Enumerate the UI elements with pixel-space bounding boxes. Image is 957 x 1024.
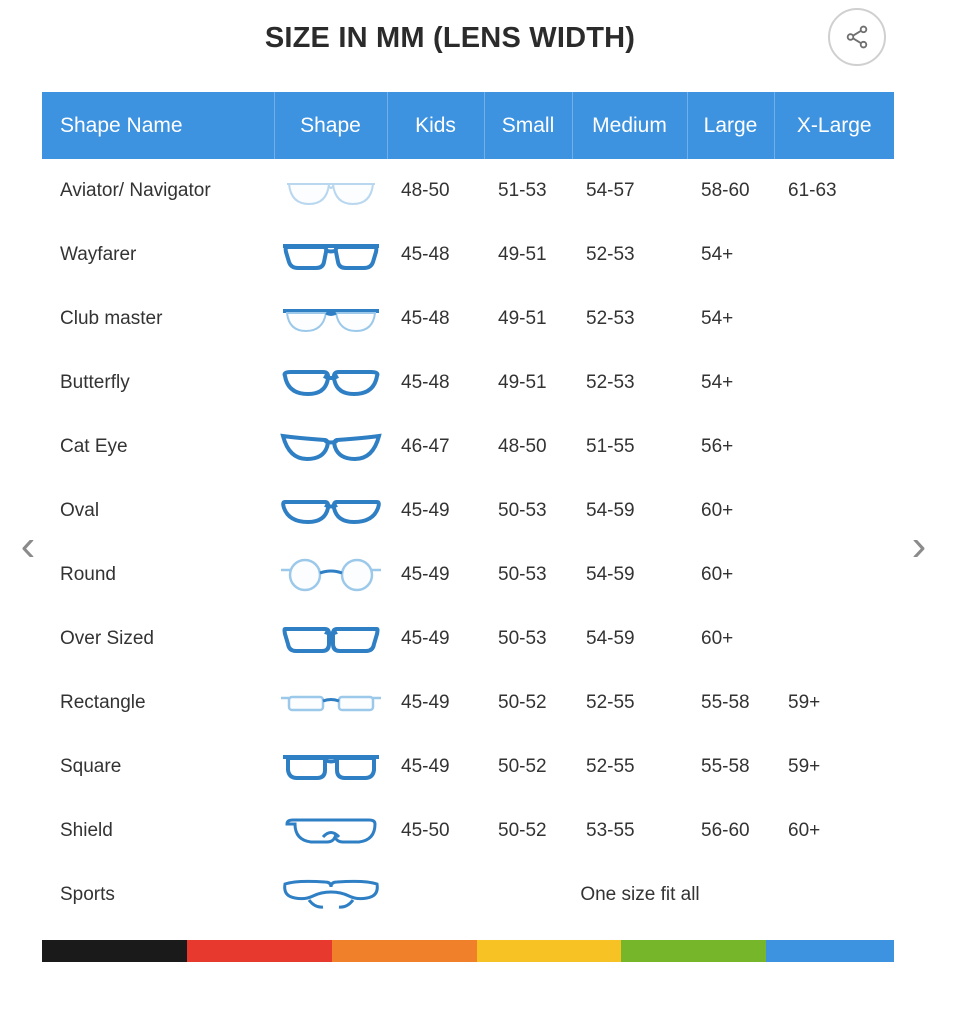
color-swatch-blue [766,940,894,962]
value-medium: 54-59 [572,607,687,671]
clubmaster-glasses-icon [274,287,387,351]
size-chart-table [42,92,894,927]
value-large: 58-60 [687,159,774,223]
table-row [42,735,894,799]
square-glasses-icon [274,735,387,799]
table-row [42,543,894,607]
value-large: 55-58 [687,735,774,799]
color-swatch-black [42,940,187,962]
value-large: 60+ [687,607,774,671]
value-large: 54+ [687,351,774,415]
row-label: Sports [42,863,274,927]
value-xlarge: 59+ [774,735,894,799]
value-kids: 48-50 [387,159,484,223]
value-xlarge [774,607,894,671]
value-large: 56-60 [687,799,774,863]
value-small: 50-52 [484,799,572,863]
row-label: Club master [42,287,274,351]
color-swatch-green [621,940,766,962]
table-row [42,159,894,223]
color-swatch-yellow [477,940,622,962]
value-small: 50-52 [484,735,572,799]
value-medium: 52-53 [572,223,687,287]
value-large: 54+ [687,223,774,287]
value-medium: 53-55 [572,799,687,863]
column-header-small: Small [484,92,572,159]
table-row [42,671,894,735]
value-kids: 45-49 [387,543,484,607]
table-row [42,415,894,479]
value-xlarge: 61-63 [774,159,894,223]
value-medium: 52-55 [572,735,687,799]
row-label: Wayfarer [42,223,274,287]
value-small: 49-51 [484,351,572,415]
table-row [42,351,894,415]
aviator-glasses-icon [274,159,387,223]
value-medium: 52-53 [572,351,687,415]
row-label: Shield [42,799,274,863]
row-label: Over Sized [42,607,274,671]
value-small: 50-52 [484,671,572,735]
value-medium: 54-57 [572,159,687,223]
next-button[interactable]: › [911,521,927,570]
table-row [42,607,894,671]
shield-glasses-icon [274,799,387,863]
value-xlarge [774,543,894,607]
value-kids: 45-49 [387,607,484,671]
value-kids: 45-48 [387,223,484,287]
share-icon [844,24,870,50]
value-small: 50-53 [484,607,572,671]
value-kids: 45-49 [387,671,484,735]
value-kids: 45-49 [387,479,484,543]
value-large: 60+ [687,543,774,607]
value-medium: 52-53 [572,287,687,351]
row-label: Aviator/ Navigator [42,159,274,223]
table-row [42,799,894,863]
sports-glasses-icon [274,863,387,927]
value-medium: 52-55 [572,671,687,735]
value-kids: 45-49 [387,735,484,799]
value-xlarge [774,287,894,351]
value-small: 49-51 [484,223,572,287]
table-row [42,863,894,927]
value-medium: 54-59 [572,479,687,543]
value-kids: 45-48 [387,287,484,351]
value-kids: 45-48 [387,351,484,415]
column-header-medium: Medium [572,92,687,159]
value-kids: 46-47 [387,415,484,479]
column-header-large: Large [687,92,774,159]
round-glasses-icon [274,543,387,607]
value-large: 60+ [687,479,774,543]
oversized-glasses-icon [274,607,387,671]
value-xlarge: 60+ [774,799,894,863]
row-label: Oval [42,479,274,543]
value-xlarge: 59+ [774,671,894,735]
value-small: 49-51 [484,287,572,351]
table-row [42,223,894,287]
row-label: Butterfly [42,351,274,415]
value-xlarge [774,351,894,415]
value-small: 51-53 [484,159,572,223]
column-header-xlarge: X-Large [774,92,894,159]
row-label: Round [42,543,274,607]
value-xlarge [774,415,894,479]
color-swatch-red [187,940,332,962]
color-bar [42,940,894,962]
value-small: 50-53 [484,543,572,607]
value-xlarge [774,479,894,543]
value-medium: 51-55 [572,415,687,479]
table-header-row [42,92,894,159]
value-kids: 45-50 [387,799,484,863]
oval-glasses-icon [274,479,387,543]
page-title: SIZE IN MM (LENS WIDTH) [264,22,636,54]
previous-button[interactable]: ‹ [20,521,36,570]
value-small: 48-50 [484,415,572,479]
row-label: Cat Eye [42,415,274,479]
column-header-shape-name: Shape Name [42,92,274,159]
butterfly-glasses-icon [274,351,387,415]
color-swatch-orange [332,940,477,962]
value-xlarge [774,223,894,287]
wayfarer-glasses-icon [274,223,387,287]
table-row [42,287,894,351]
rectangle-glasses-icon [274,671,387,735]
value-small: 50-53 [484,479,572,543]
share-button[interactable] [828,8,886,66]
value-large: 55-58 [687,671,774,735]
value-large: 54+ [687,287,774,351]
column-header-kids: Kids [387,92,484,159]
cateye-glasses-icon [274,415,387,479]
row-label: Square [42,735,274,799]
value-medium: 54-59 [572,543,687,607]
column-header-shape: Shape [274,92,387,159]
value-large: 56+ [687,415,774,479]
table-row [42,479,894,543]
one-size-note: One size fit all [387,863,894,927]
row-label: Rectangle [42,671,274,735]
